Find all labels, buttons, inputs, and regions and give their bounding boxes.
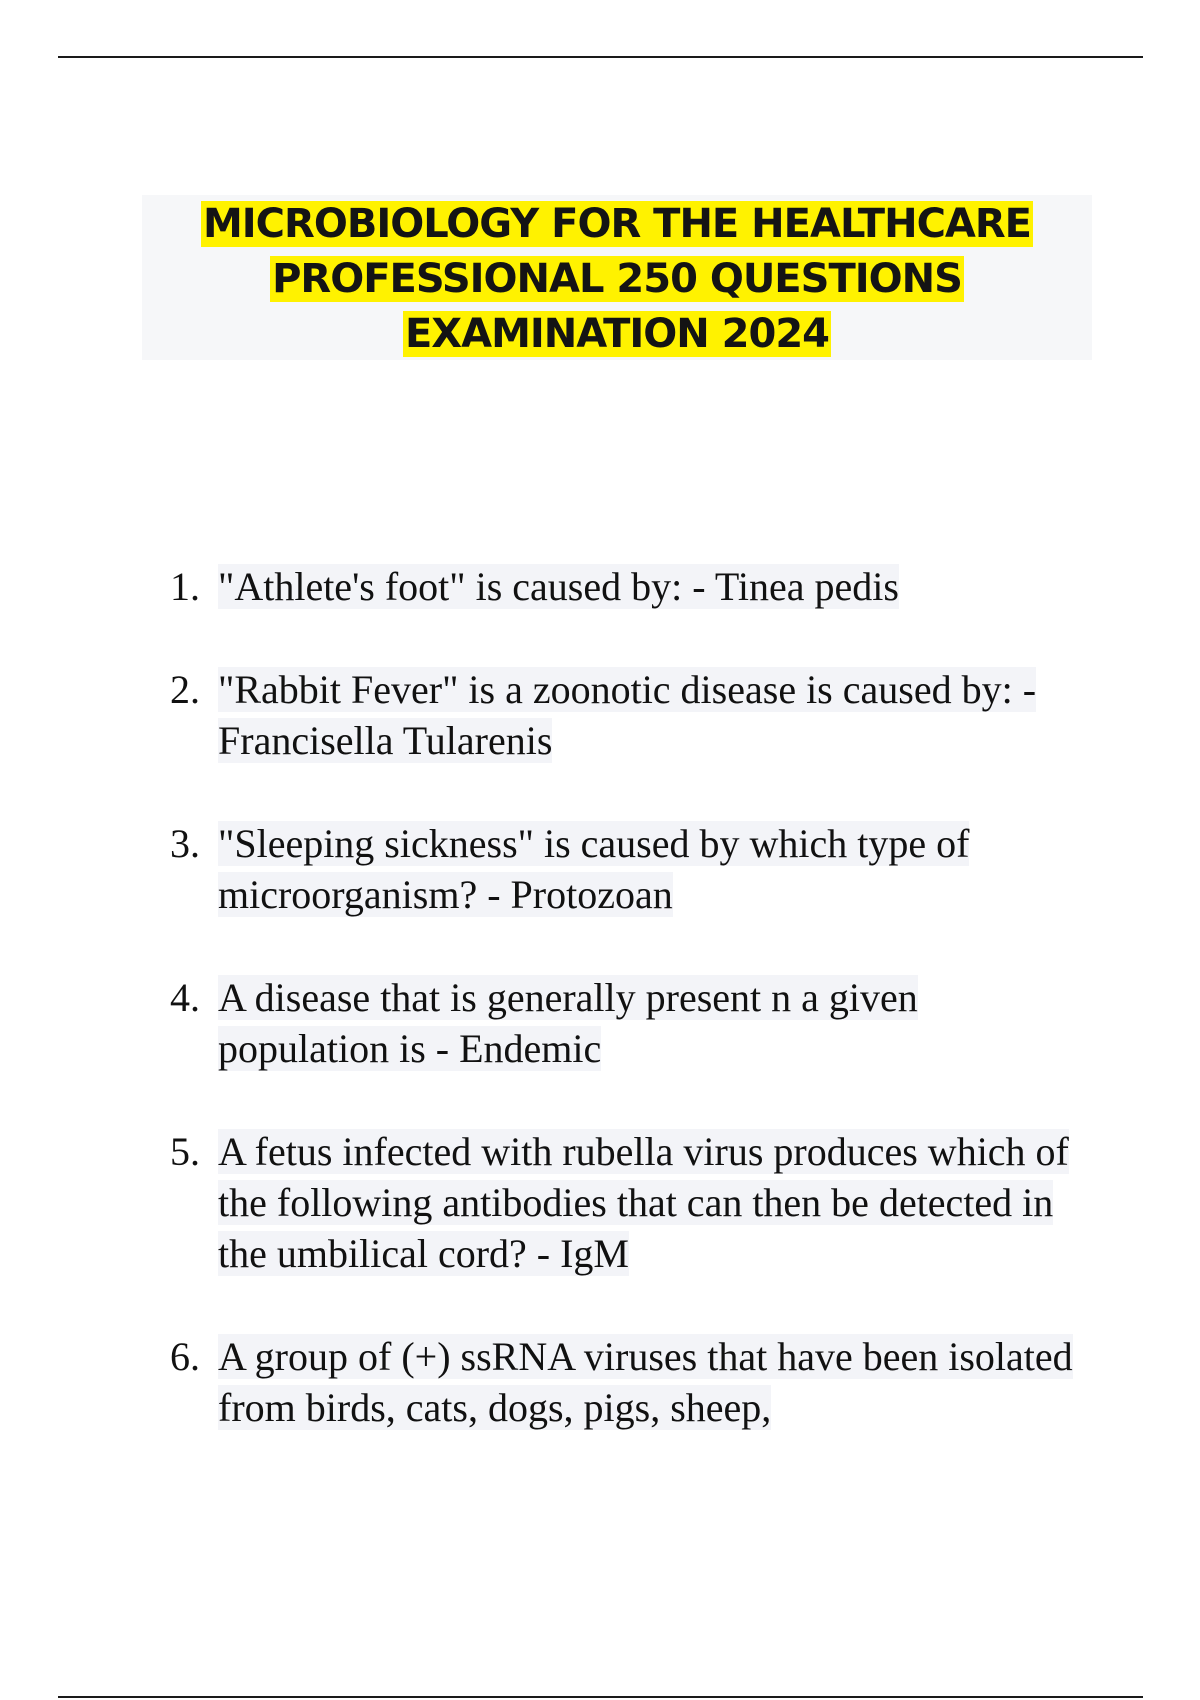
question-number: 5. xyxy=(170,1129,200,1174)
question-number: 2. xyxy=(170,667,200,712)
title-line-2: PROFESSIONAL 250 QUESTIONS xyxy=(272,256,962,302)
question-number: 3. xyxy=(170,821,200,866)
list-item xyxy=(170,972,1100,1074)
question-text: A disease that is generally present n a given population is - Endemic xyxy=(218,975,918,1071)
top-rule xyxy=(58,56,1143,58)
title-panel xyxy=(142,195,1092,360)
list-item xyxy=(170,818,1100,920)
list-item xyxy=(170,1331,1100,1433)
title-line-3: EXAMINATION 2024 xyxy=(404,311,830,357)
question-text: A group of (+) ssRNA viruses that have been isolated from birds, cats, dogs, pigs, sheep, xyxy=(218,1334,1073,1430)
question-list xyxy=(170,561,1100,1485)
question-text: "Athlete's foot" is caused by: - Tinea pedis xyxy=(218,564,899,609)
question-text: "Rabbit Fever" is a zoonotic disease is caused by: - Francisella Tularenis xyxy=(218,667,1037,763)
question-number: 6. xyxy=(170,1334,200,1379)
question-text: "Sleeping sickness" is caused by which type of microorganism? - Protozoan xyxy=(218,821,970,917)
question-text: A fetus infected with rubella virus produces which of the following antibodies that can then be detected in the umbilical cord? - IgM xyxy=(218,1129,1069,1276)
title-line-1: MICROBIOLOGY FOR THE HEALTHCARE xyxy=(202,201,1032,247)
question-number: 4. xyxy=(170,975,200,1020)
list-item xyxy=(170,664,1100,766)
bottom-rule xyxy=(58,1696,1143,1698)
question-number: 1. xyxy=(170,564,200,609)
list-item xyxy=(170,1126,1100,1279)
list-item xyxy=(170,561,1100,612)
